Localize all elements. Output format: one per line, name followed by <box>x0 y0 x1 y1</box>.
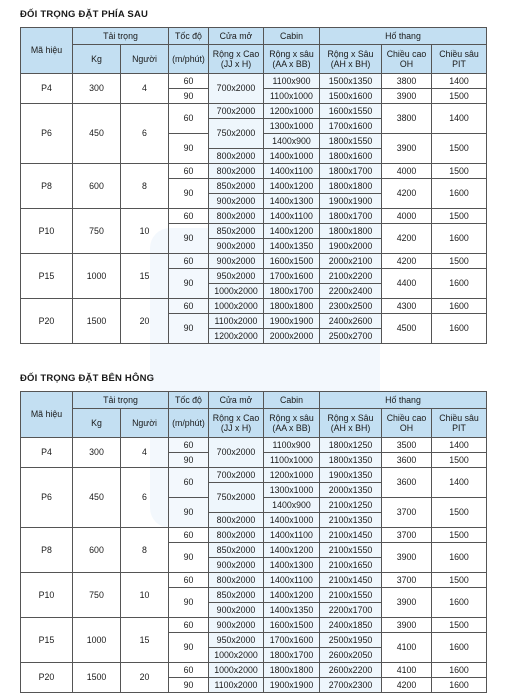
hoistway-size: 2500x2700 <box>320 329 382 344</box>
model-people: 6 <box>121 468 169 528</box>
pit-depth-value: 1400 <box>432 438 487 453</box>
speed-value: 60 <box>169 74 209 89</box>
pit-depth-value: 1600 <box>432 269 487 299</box>
model-load-kg: 750 <box>73 209 121 254</box>
hoistway-size: 2100x1550 <box>320 543 382 558</box>
hoistway-size: 2400x2600 <box>320 314 382 329</box>
hoistway-size-label: Rộng x Sâu <box>327 48 374 59</box>
cabin-size: 1200x1000 <box>264 104 320 119</box>
hoistway-size: 2200x1700 <box>320 603 382 618</box>
hoistway-size: 2600x2050 <box>320 648 382 663</box>
cabin-size: 1900x1900 <box>264 678 320 693</box>
hoistway-size: 1800x1250 <box>320 438 382 453</box>
pit-depth-value: 1600 <box>432 663 487 678</box>
table-row <box>21 438 487 453</box>
door-size: 800x2000 <box>209 573 264 588</box>
speed-value: 90 <box>169 89 209 104</box>
pit-depth-value: 1600 <box>432 543 487 573</box>
cabin-size: 1400x1100 <box>264 164 320 179</box>
speed-value: 60 <box>169 528 209 543</box>
speed-value: 90 <box>169 134 209 164</box>
col-header-speed: Tốc độ <box>169 28 209 45</box>
model-code: P10 <box>21 209 73 254</box>
speed-value: 90 <box>169 224 209 254</box>
cabin-size: 1800x1700 <box>264 648 320 663</box>
cabin-size: 2000x2000 <box>264 329 320 344</box>
col-header-hoistway: Hố thang <box>320 28 487 45</box>
cabin-size: 1100x900 <box>264 74 320 89</box>
door-size: 800x2000 <box>209 513 264 528</box>
pit-depth-value: 1600 <box>432 299 487 314</box>
hoistway-size-code: (AH x BH) <box>330 59 371 69</box>
pit-code: PIT <box>452 423 466 433</box>
hoistway-size: 1500x1350 <box>320 74 382 89</box>
col-header-model: Mã hiệu <box>21 28 73 74</box>
overhead-value: 4000 <box>382 209 432 224</box>
model-people: 15 <box>121 618 169 663</box>
pit-code: PIT <box>452 59 466 69</box>
hoistway-size-label: Rộng x Sâu <box>327 412 374 423</box>
cabin-size: 1600x1500 <box>264 254 320 269</box>
overhead-value: 3900 <box>382 89 432 104</box>
cabin-size-code: (AA x BB) <box>272 423 311 433</box>
cabin-size: 1800x1700 <box>264 284 320 299</box>
col-header-door-size <box>209 409 264 438</box>
model-people: 4 <box>121 74 169 104</box>
model-people: 10 <box>121 573 169 618</box>
overhead-value: 4000 <box>382 164 432 179</box>
overhead-value: 3700 <box>382 528 432 543</box>
col-header-overhead <box>382 45 432 74</box>
overhead-value: 4500 <box>382 314 432 344</box>
hoistway-size: 2400x1850 <box>320 618 382 633</box>
door-size-code: (JJ x H) <box>220 59 252 69</box>
hoistway-size: 2100x1650 <box>320 558 382 573</box>
table-row <box>21 299 487 314</box>
door-size: 1200x2000 <box>209 329 264 344</box>
model-people: 20 <box>121 663 169 693</box>
speed-value: 60 <box>169 104 209 134</box>
model-load-kg: 300 <box>73 438 121 468</box>
cabin-size: 1400x1200 <box>264 224 320 239</box>
col-header-overhead <box>382 409 432 438</box>
speed-value: 90 <box>169 453 209 468</box>
door-size-label: Rộng x Cao <box>212 48 260 59</box>
model-people: 10 <box>121 209 169 254</box>
door-size: 900x2000 <box>209 603 264 618</box>
door-size: 950x2000 <box>209 269 264 284</box>
hoistway-size: 2100x1550 <box>320 588 382 603</box>
pit-label: Chiều sâu <box>439 48 479 59</box>
pit-depth-value: 1500 <box>432 209 487 224</box>
spec-table-rear-counterweight <box>20 27 487 344</box>
cabin-size: 1400x900 <box>264 498 320 513</box>
overhead-value: 4200 <box>382 254 432 269</box>
door-size: 700x2000 <box>209 438 264 468</box>
cabin-size: 1100x1000 <box>264 89 320 104</box>
table-row <box>21 254 487 269</box>
cabin-size: 1600x1500 <box>264 618 320 633</box>
model-load-kg: 1000 <box>73 254 121 299</box>
model-code: P15 <box>21 618 73 663</box>
door-size: 800x2000 <box>209 149 264 164</box>
pit-depth-value: 1600 <box>432 633 487 663</box>
col-header-people: Người <box>121 409 169 438</box>
speed-value: 60 <box>169 209 209 224</box>
model-load-kg: 600 <box>73 164 121 209</box>
header-row <box>21 409 487 438</box>
model-code: P10 <box>21 573 73 618</box>
door-size: 700x2000 <box>209 74 264 104</box>
hoistway-size: 2200x2400 <box>320 284 382 299</box>
door-size-label: Rộng x Cao <box>212 412 260 423</box>
cabin-size: 1400x1100 <box>264 209 320 224</box>
door-size: 750x2000 <box>209 483 264 513</box>
cabin-size: 1400x1350 <box>264 239 320 254</box>
cabin-size: 1400x1200 <box>264 543 320 558</box>
hoistway-size: 1700x1600 <box>320 119 382 134</box>
model-people: 4 <box>121 438 169 468</box>
col-header-door: Cửa mở <box>209 392 264 409</box>
cabin-size: 1400x1000 <box>264 513 320 528</box>
overhead-value: 3900 <box>382 588 432 618</box>
cabin-size: 1300x1000 <box>264 483 320 498</box>
header-row <box>21 28 487 45</box>
cabin-size: 1400x1300 <box>264 558 320 573</box>
door-size: 900x2000 <box>209 558 264 573</box>
col-header-cabin-size <box>264 45 320 74</box>
door-size: 900x2000 <box>209 254 264 269</box>
model-code: P8 <box>21 528 73 573</box>
col-header-pit <box>432 45 487 74</box>
speed-value: 60 <box>169 663 209 678</box>
hoistway-size: 2100x2200 <box>320 269 382 284</box>
header-row <box>21 392 487 409</box>
pit-depth-value: 1600 <box>432 678 487 693</box>
hoistway-size: 2100x1250 <box>320 498 382 513</box>
pit-label: Chiều sâu <box>439 412 479 423</box>
cabin-size: 1700x1600 <box>264 633 320 648</box>
cabin-size: 1400x1100 <box>264 528 320 543</box>
hoistway-size: 2600x2200 <box>320 663 382 678</box>
speed-value: 90 <box>169 588 209 618</box>
model-people: 6 <box>121 104 169 164</box>
overhead-value: 3600 <box>382 453 432 468</box>
model-load-kg: 1500 <box>73 663 121 693</box>
speed-value: 90 <box>169 498 209 528</box>
table-row <box>21 618 487 633</box>
model-people: 8 <box>121 528 169 573</box>
cabin-size-label: Rộng x sâu <box>269 412 314 423</box>
cabin-size: 1400x1200 <box>264 179 320 194</box>
section-title-side-counterweight: ĐỐI TRỌNG ĐẶT BÊN HÔNG <box>20 373 155 384</box>
model-load-kg: 750 <box>73 573 121 618</box>
col-header-load: Tải trọng <box>73 392 169 409</box>
col-header-speed: Tốc độ <box>169 392 209 409</box>
overhead-value: 4100 <box>382 633 432 663</box>
model-code: P6 <box>21 104 73 164</box>
hoistway-size: 2000x1350 <box>320 483 382 498</box>
overhead-value: 3600 <box>382 468 432 498</box>
cabin-size-code: (AA x BB) <box>272 59 311 69</box>
speed-value: 60 <box>169 164 209 179</box>
col-header-hoistway-size <box>320 45 382 74</box>
col-header-pit <box>432 409 487 438</box>
col-header-speed-unit: (m/phút) <box>169 409 209 438</box>
cabin-size: 1400x900 <box>264 134 320 149</box>
door-size: 900x2000 <box>209 618 264 633</box>
cabin-size: 1200x1000 <box>264 468 320 483</box>
door-size: 700x2000 <box>209 104 264 119</box>
hoistway-size: 2100x1450 <box>320 573 382 588</box>
table-row <box>21 468 487 483</box>
col-header-cabin-size <box>264 409 320 438</box>
door-size-code: (JJ x H) <box>220 423 252 433</box>
pit-depth-value: 1500 <box>432 89 487 104</box>
col-header-load: Tải trọng <box>73 28 169 45</box>
table-row <box>21 528 487 543</box>
door-size: 1000x2000 <box>209 663 264 678</box>
overhead-value: 4300 <box>382 299 432 314</box>
door-size: 900x2000 <box>209 194 264 209</box>
speed-value: 60 <box>169 573 209 588</box>
model-people: 15 <box>121 254 169 299</box>
overhead-value: 3900 <box>382 543 432 573</box>
col-header-model: Mã hiệu <box>21 392 73 438</box>
hoistway-size: 2700x2300 <box>320 678 382 693</box>
model-people: 8 <box>121 164 169 209</box>
cabin-size: 1400x1350 <box>264 603 320 618</box>
cabin-size: 1900x1900 <box>264 314 320 329</box>
speed-value: 90 <box>169 179 209 209</box>
pit-depth-value: 1400 <box>432 74 487 89</box>
cabin-size: 1800x1800 <box>264 299 320 314</box>
door-size: 850x2000 <box>209 543 264 558</box>
hoistway-size: 2000x2100 <box>320 254 382 269</box>
door-size: 1000x2000 <box>209 284 264 299</box>
speed-value: 90 <box>169 543 209 573</box>
spec-table-side-counterweight <box>20 391 487 693</box>
speed-value: 90 <box>169 678 209 693</box>
pit-depth-value: 1600 <box>432 179 487 209</box>
pit-depth-value: 1600 <box>432 588 487 618</box>
hoistway-size: 1800x1800 <box>320 224 382 239</box>
overhead-value: 4200 <box>382 179 432 209</box>
overhead-label: Chiều cao <box>386 48 427 59</box>
pit-depth-value: 1500 <box>432 498 487 528</box>
model-people: 20 <box>121 299 169 344</box>
pit-depth-value: 1600 <box>432 224 487 254</box>
cabin-size: 1100x1000 <box>264 453 320 468</box>
door-size: 850x2000 <box>209 179 264 194</box>
door-size: 850x2000 <box>209 588 264 603</box>
hoistway-size: 1800x1550 <box>320 134 382 149</box>
door-size: 800x2000 <box>209 164 264 179</box>
model-code: P8 <box>21 164 73 209</box>
model-load-kg: 600 <box>73 528 121 573</box>
cabin-size: 1400x1100 <box>264 573 320 588</box>
cabin-size: 1700x1600 <box>264 269 320 284</box>
cabin-size: 1300x1000 <box>264 119 320 134</box>
model-load-kg: 450 <box>73 468 121 528</box>
overhead-label: Chiều cao <box>386 412 427 423</box>
pit-depth-value: 1400 <box>432 104 487 134</box>
door-size: 950x2000 <box>209 633 264 648</box>
overhead-value: 4100 <box>382 663 432 678</box>
model-code: P4 <box>21 438 73 468</box>
hoistway-size: 1900x2000 <box>320 239 382 254</box>
cabin-size-label: Rộng x sâu <box>269 48 314 59</box>
table-row <box>21 104 487 119</box>
overhead-value: 4200 <box>382 224 432 254</box>
door-size: 1100x2000 <box>209 314 264 329</box>
model-load-kg: 300 <box>73 74 121 104</box>
cabin-size: 1400x1200 <box>264 588 320 603</box>
hoistway-size: 1800x1700 <box>320 164 382 179</box>
hoistway-size: 1900x1900 <box>320 194 382 209</box>
pit-depth-value: 1500 <box>432 254 487 269</box>
overhead-value: 3700 <box>382 498 432 528</box>
table-row <box>21 164 487 179</box>
col-header-hoistway-size <box>320 409 382 438</box>
overhead-value: 3900 <box>382 618 432 633</box>
model-code: P6 <box>21 468 73 528</box>
speed-value: 60 <box>169 254 209 269</box>
door-size: 800x2000 <box>209 209 264 224</box>
door-size: 1000x2000 <box>209 648 264 663</box>
speed-value: 90 <box>169 633 209 663</box>
hoistway-size: 2100x1450 <box>320 528 382 543</box>
door-size: 1000x2000 <box>209 299 264 314</box>
overhead-value: 3800 <box>382 74 432 89</box>
door-size: 800x2000 <box>209 528 264 543</box>
speed-value: 90 <box>169 269 209 299</box>
speed-value: 90 <box>169 314 209 344</box>
col-header-door: Cửa mở <box>209 28 264 45</box>
model-load-kg: 450 <box>73 104 121 164</box>
speed-value: 60 <box>169 468 209 498</box>
hoistway-size-code: (AH x BH) <box>330 423 371 433</box>
pit-depth-value: 1500 <box>432 618 487 633</box>
door-size: 850x2000 <box>209 224 264 239</box>
table-row <box>21 209 487 224</box>
hoistway-size: 1900x1350 <box>320 468 382 483</box>
model-code: P4 <box>21 74 73 104</box>
pit-depth-value: 1500 <box>432 573 487 588</box>
hoistway-size: 1800x1600 <box>320 149 382 164</box>
col-header-door-size <box>209 45 264 74</box>
col-header-kg: Kg <box>73 409 121 438</box>
hoistway-size: 1500x1600 <box>320 89 382 104</box>
door-size: 700x2000 <box>209 468 264 483</box>
pit-depth-value: 1500 <box>432 453 487 468</box>
section-title-rear-counterweight: ĐỐI TRỌNG ĐẶT PHÍA SAU <box>20 9 149 20</box>
overhead-value: 3700 <box>382 573 432 588</box>
col-header-cabin: Cabin <box>264 28 320 45</box>
hoistway-size: 1800x1350 <box>320 453 382 468</box>
cabin-size: 1400x1300 <box>264 194 320 209</box>
header-row <box>21 45 487 74</box>
model-code: P15 <box>21 254 73 299</box>
door-size: 900x2000 <box>209 239 264 254</box>
table-row <box>21 573 487 588</box>
overhead-value: 3500 <box>382 438 432 453</box>
table-row <box>21 74 487 89</box>
col-header-people: Người <box>121 45 169 74</box>
hoistway-size: 1800x1700 <box>320 209 382 224</box>
speed-value: 60 <box>169 618 209 633</box>
hoistway-size: 2300x2500 <box>320 299 382 314</box>
pit-depth-value: 1500 <box>432 528 487 543</box>
model-code: P20 <box>21 299 73 344</box>
hoistway-size: 1600x1550 <box>320 104 382 119</box>
overhead-code: OH <box>399 59 414 69</box>
cabin-size: 1100x900 <box>264 438 320 453</box>
model-load-kg: 1000 <box>73 618 121 663</box>
hoistway-size: 2500x1950 <box>320 633 382 648</box>
overhead-value: 3800 <box>382 104 432 134</box>
overhead-code: OH <box>399 423 414 433</box>
pit-depth-value: 1500 <box>432 164 487 179</box>
col-header-speed-unit: (m/phút) <box>169 45 209 74</box>
col-header-cabin: Cabin <box>264 392 320 409</box>
pit-depth-value: 1500 <box>432 134 487 164</box>
cabin-size: 1400x1000 <box>264 149 320 164</box>
col-header-hoistway: Hố thang <box>320 392 487 409</box>
model-load-kg: 1500 <box>73 299 121 344</box>
cabin-size: 1800x1800 <box>264 663 320 678</box>
table-row <box>21 663 487 678</box>
pit-depth-value: 1600 <box>432 314 487 344</box>
overhead-value: 4200 <box>382 678 432 693</box>
overhead-value: 4400 <box>382 269 432 299</box>
speed-value: 60 <box>169 299 209 314</box>
hoistway-size: 1800x1800 <box>320 179 382 194</box>
col-header-kg: Kg <box>73 45 121 74</box>
door-size: 1100x2000 <box>209 678 264 693</box>
speed-value: 60 <box>169 438 209 453</box>
hoistway-size: 2100x1350 <box>320 513 382 528</box>
pit-depth-value: 1400 <box>432 468 487 498</box>
model-code: P20 <box>21 663 73 693</box>
door-size: 750x2000 <box>209 119 264 149</box>
overhead-value: 3900 <box>382 134 432 164</box>
